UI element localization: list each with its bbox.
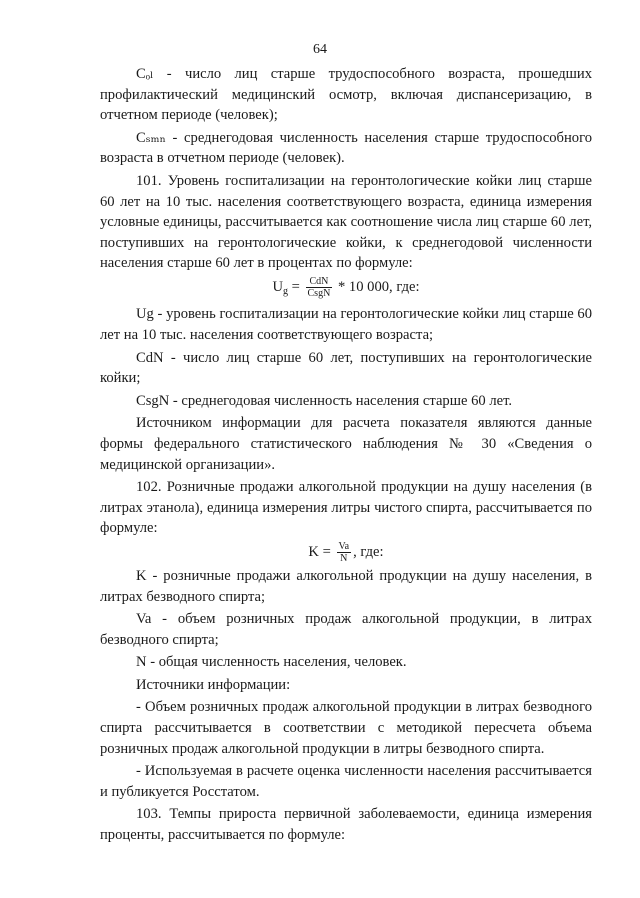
page-number: 64 bbox=[313, 42, 327, 57]
item-102: 102. Розничные продажи алкогольной продукции на душу населения (в литрах этанола), единица измерения литры чистого спирта, рассчитывается по формуле: bbox=[100, 479, 592, 537]
source-item-population: - Используемая в расчете оценка численности населения рассчитывается и публикуется Росстатом. bbox=[100, 763, 592, 800]
definition-csgn: Cₛₘₙ - среднегодовая численность населения старше трудоспособного возраста в отчетном периоде (человек). bbox=[100, 129, 592, 167]
document-body bbox=[100, 64, 592, 848]
source-info-101: Источником информации для расчета показателя являются данные формы федерального статистического наблюдения № 30 «Сведения о медицинской организации». bbox=[100, 415, 592, 473]
formula-ug-denominator: CsgN bbox=[307, 287, 331, 299]
formula-k-numerator: Va bbox=[338, 540, 350, 552]
definition-col: Cₒₗ - число лиц старше трудоспособного возраста, прошедших профилактический медицинский осмотр, включая диспансеризацию, в отчетном периоде (человек); bbox=[100, 66, 592, 124]
source-item-volume: - Объем розничных продаж алкогольной продукции в литрах безводного спирта рассчитывается в соответствии с методикой пересчета объема розничных продаж алкогольной продукции в литры безводного спирта. bbox=[100, 699, 592, 757]
definition-va: Va - объем розничных продаж алкогольной продукции, в литрах безводного спирта; bbox=[100, 611, 592, 648]
definition-ug: Ug - уровень госпитализации на геронтологические койки лиц старше 60 лет на 10 тыс. населения соответствующего возраста; bbox=[100, 306, 592, 343]
formula-k bbox=[100, 541, 592, 564]
item-101: 101. Уровень госпитализации на геронтологические койки лиц старше 60 лет на 10 тыс. населения соответствующего возраста, единица измерения условные единицы, рассчитывается как соотношение числа лиц старше 60 лет, поступивших на геронтологические койки, к среднегодовой численности населения старше 60 лет в процентах по формуле: bbox=[100, 172, 592, 272]
formula-ug-rhs: * 10 000, где: bbox=[334, 278, 420, 295]
definition-cdn: CdN - число лиц старше 60 лет, поступивших на геронтологические койки; bbox=[100, 349, 592, 387]
formula-k-lhs: K = bbox=[308, 543, 335, 560]
item-103: 103. Темпы прироста первичной заболеваемости, единица измерения проценты, рассчитывается по формуле: bbox=[100, 806, 592, 844]
formula-ug-lhs-sub: g bbox=[282, 285, 288, 297]
formula-ug-eq: = bbox=[287, 278, 304, 295]
formula-k-rhs: , где: bbox=[353, 543, 384, 560]
formula-ug bbox=[100, 276, 592, 302]
formula-ug-numerator: CdN bbox=[306, 276, 333, 288]
formula-k-denominator: N bbox=[340, 552, 348, 564]
formula-ug-fraction bbox=[306, 276, 333, 299]
definition-n: N - общая численность населения, человек. bbox=[136, 654, 407, 671]
formula-ug-lhs: U bbox=[272, 278, 283, 295]
formula-k-fraction bbox=[337, 541, 352, 564]
definition-csgn-60: CsgN - среднегодовая численность населения старше 60 лет. bbox=[136, 392, 513, 409]
definition-k: K - розничные продажи алкогольной продукции на душу населения, в литрах безводного спирта; bbox=[100, 567, 592, 605]
sources-heading: Источники информации: bbox=[136, 676, 291, 693]
